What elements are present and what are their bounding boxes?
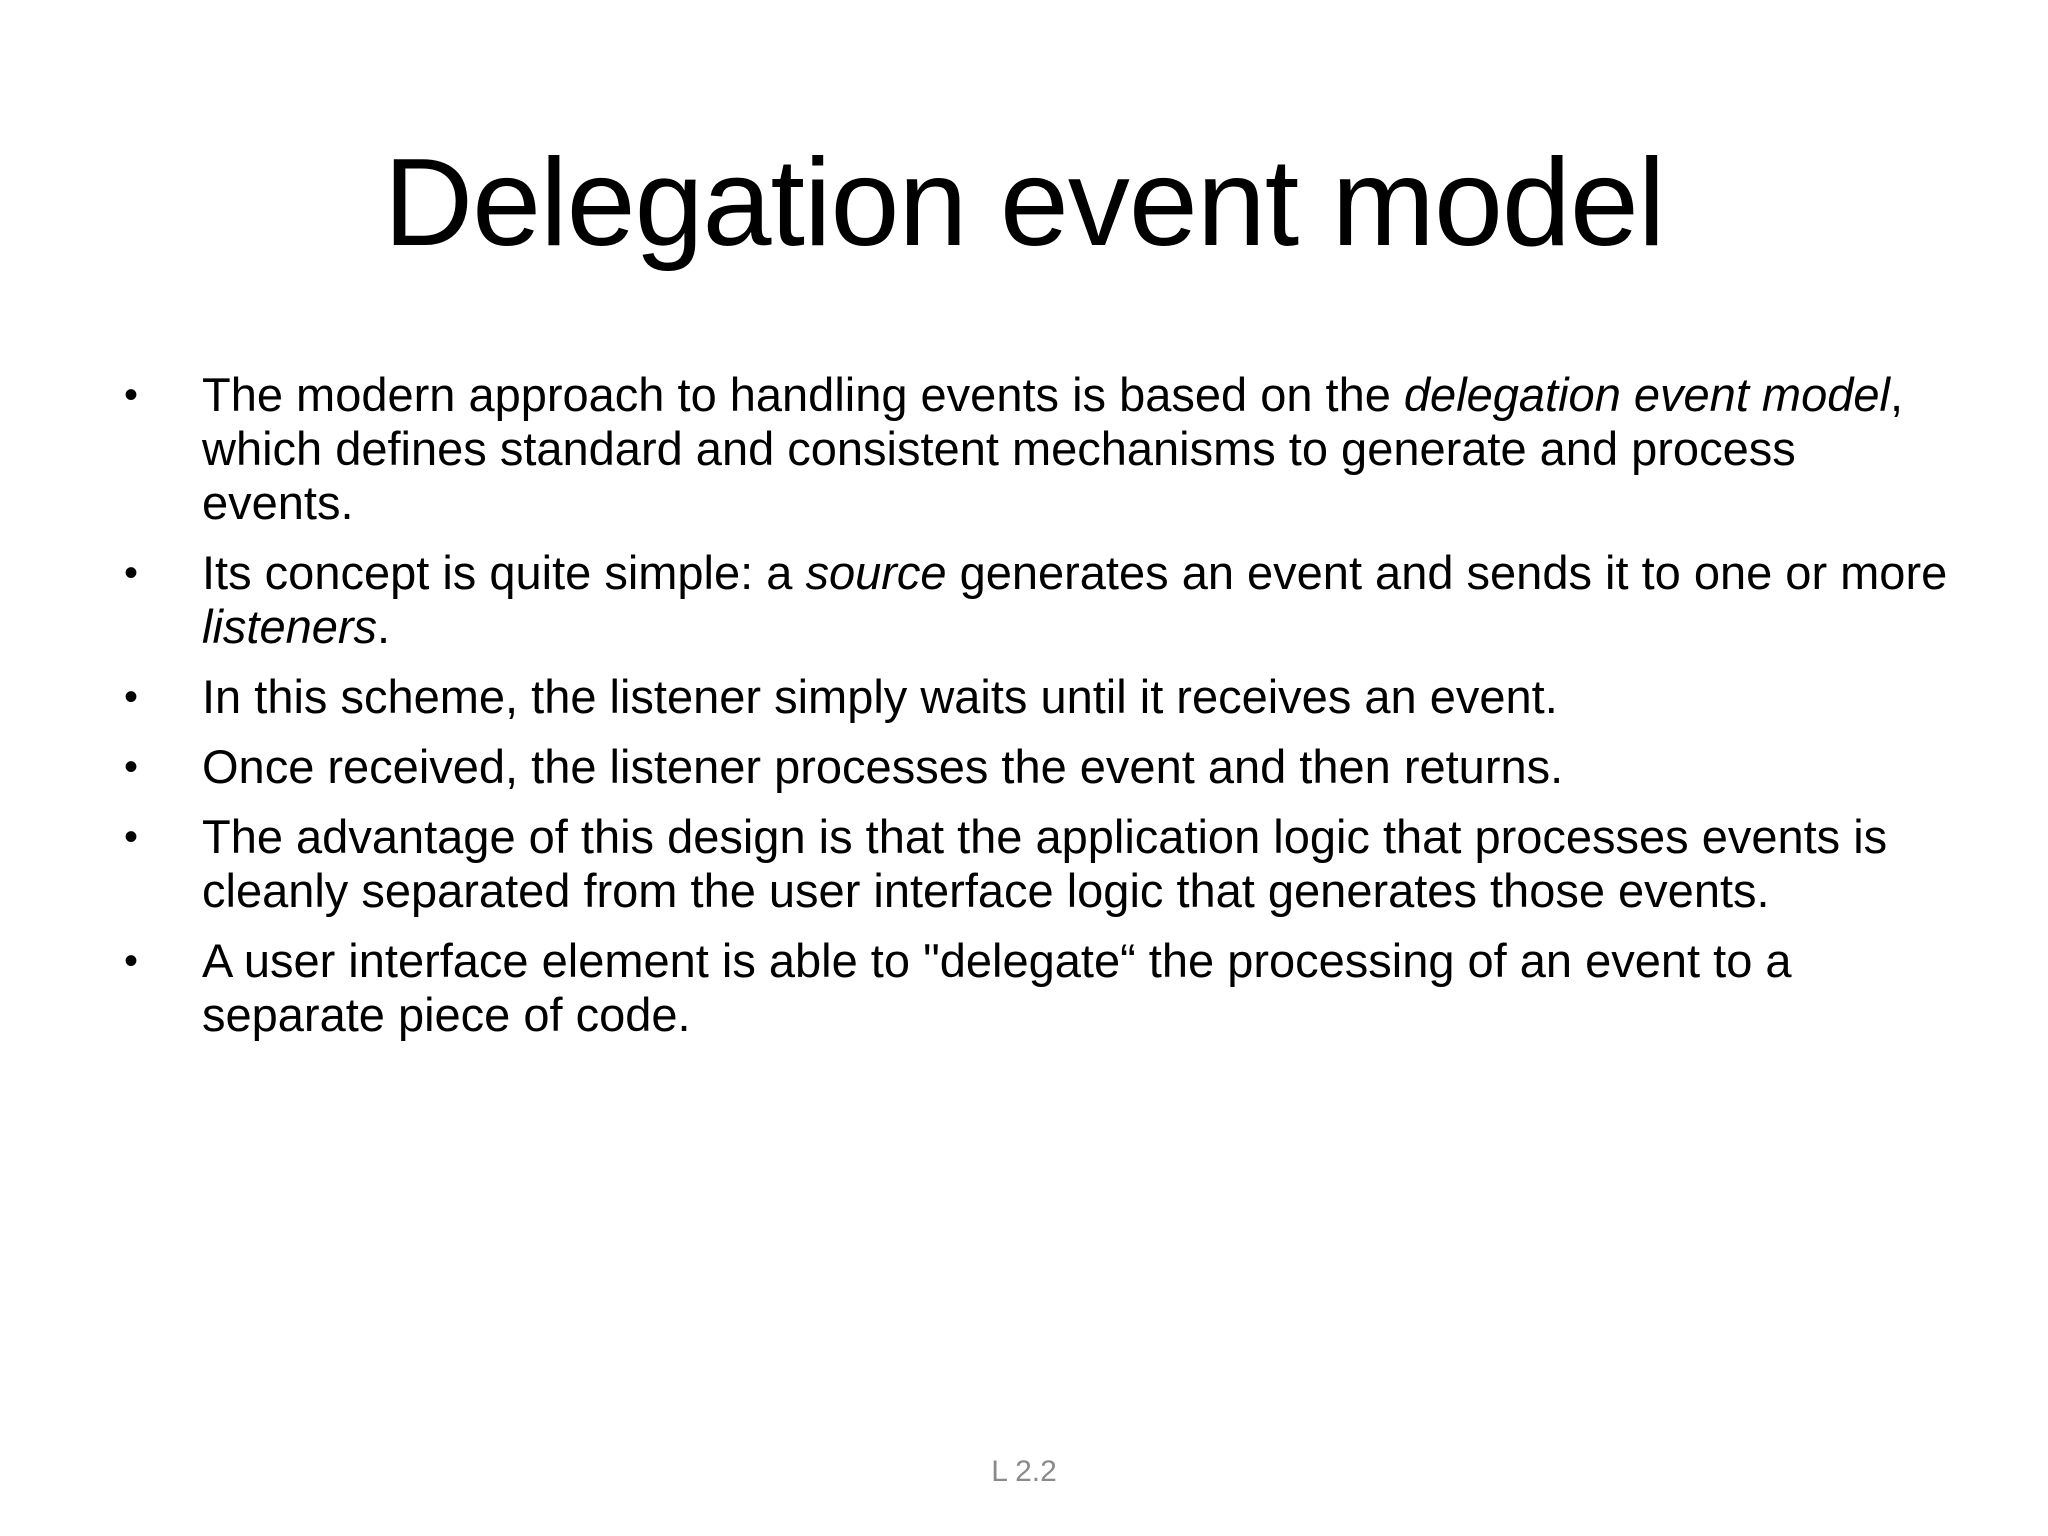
italic-term: listeners bbox=[202, 600, 378, 653]
text-run: The modern approach to handling events is based on the bbox=[202, 368, 1404, 421]
bullet-item bbox=[124, 670, 1954, 724]
bullet-text bbox=[202, 546, 1947, 653]
bullet-text: A user interface element is able to "delegate“ the processing of an event to a separate piece of code. bbox=[202, 934, 1792, 1041]
bullet-item bbox=[124, 934, 1954, 1042]
italic-term: source bbox=[805, 546, 947, 599]
italic-term: delegation event model bbox=[1403, 368, 1890, 421]
text-run: . bbox=[377, 600, 391, 653]
bullet-text bbox=[202, 368, 1903, 529]
bullet-list bbox=[124, 368, 1954, 1058]
bullet-icon: • bbox=[124, 939, 139, 983]
bullet-icon: • bbox=[124, 551, 139, 595]
bullet-icon: • bbox=[124, 815, 139, 859]
bullet-item bbox=[124, 368, 1954, 530]
bullet-text: The advantage of this design is that the application logic that processes events is cleanly separated from the user interface logic that generates those events. bbox=[202, 810, 1888, 917]
text-run: generates an event and sends it to one or more bbox=[946, 546, 1948, 599]
bullet-icon: • bbox=[124, 745, 139, 789]
bullet-text: Once received, the listener processes the event and then returns. bbox=[202, 740, 1564, 793]
bullet-item bbox=[124, 810, 1954, 918]
bullet-item bbox=[124, 546, 1954, 654]
text-run: Its concept is quite simple: a bbox=[202, 546, 806, 599]
page-number: L 2.2 bbox=[991, 1455, 1057, 1488]
text-run: , which defines standard and consistent mechanisms to generate and process events. bbox=[202, 368, 1904, 529]
bullet-text: In this scheme, the listener simply waits until it receives an event. bbox=[202, 670, 1558, 723]
bullet-icon: • bbox=[124, 373, 139, 417]
bullet-item bbox=[124, 740, 1954, 794]
bullet-icon: • bbox=[124, 675, 139, 719]
slide-title: Delegation event model bbox=[383, 134, 1665, 272]
